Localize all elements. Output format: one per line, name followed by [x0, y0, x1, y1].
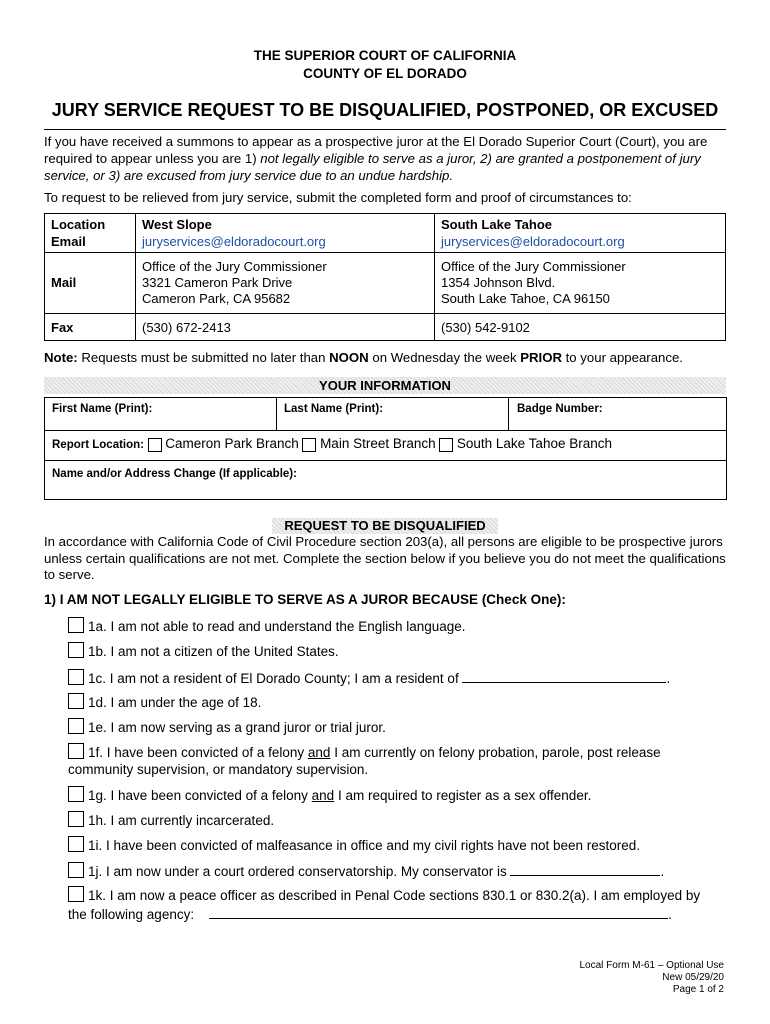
- checkbox-1e[interactable]: [68, 718, 84, 734]
- note-noon: NOON: [329, 350, 369, 365]
- badge-number-label: Badge Number:: [517, 403, 603, 415]
- form-number: Local Form M-61 – Optional Use: [579, 960, 724, 971]
- west-slope-heading: West Slope: [136, 214, 435, 233]
- main-street-checkbox[interactable]: [302, 438, 316, 452]
- intro-text: If you have received a summons to appear as a prospective juror at the El Dorado Superior Court (Court), you are required to appear unless you are 1): [44, 134, 708, 166]
- mail-label: Mail: [45, 253, 136, 314]
- south-lake-tahoe-checkbox[interactable]: [439, 438, 453, 452]
- cameron-park-checkbox[interactable]: [148, 438, 162, 452]
- item-1a-text: 1a. I am not able to read and understand the English language.: [88, 619, 466, 634]
- item-1f-text-2: I am currently on felony probation, parole, post release: [330, 745, 661, 760]
- badge-number-input[interactable]: [509, 415, 724, 429]
- report-location-options: [52, 436, 612, 452]
- item-1d-text: 1d. I am under the age of 18.: [88, 695, 262, 710]
- first-name-label: First Name (Print):: [52, 403, 153, 415]
- item-1f-text: 1f. I have been convicted of a felony: [88, 745, 308, 760]
- item-1k-period: .: [668, 907, 672, 922]
- item-1f: [68, 743, 661, 778]
- south-fax: (530) 542-9102: [435, 314, 726, 341]
- south-mail-line2: 1354 Johnson Blvd.: [441, 275, 556, 290]
- location-label: Location: [45, 214, 136, 233]
- item-1g-text-2: I am required to register as a sex offender.: [334, 788, 592, 803]
- item-1d: [68, 693, 261, 711]
- title-divider: [44, 129, 726, 130]
- first-name-input[interactable]: [45, 415, 275, 429]
- item-1c: [68, 668, 670, 687]
- checkbox-1c[interactable]: [68, 669, 84, 685]
- south-mail-line3: South Lake Tahoe, CA 96150: [441, 291, 610, 306]
- item-1c-period: .: [666, 671, 671, 686]
- item-1c-text: 1c. I am not a resident of El Dorado County; I am a resident of: [88, 671, 459, 686]
- item-1i-text: 1i. I have been convicted of malfeasance in office and my civil rights have not been restored.: [88, 838, 641, 853]
- checkbox-1i[interactable]: [68, 836, 84, 852]
- south-mail-address: [435, 253, 726, 314]
- item-1k-text-2: the following agency:: [68, 907, 195, 922]
- checkbox-1h[interactable]: [68, 811, 84, 827]
- last-name-label: Last Name (Print):: [284, 403, 384, 415]
- item-1e-text: 1e. I am now serving as a grand juror or trial juror.: [88, 720, 386, 735]
- item-1h-text: 1h. I am currently incarcerated.: [88, 813, 275, 828]
- your-information-heading: YOUR INFORMATION: [44, 377, 726, 394]
- disqualified-intro: In accordance with California Code of Civil Procedure section 203(a), all persons are eligible to be prospective jurors unless certain qualifications are not met. Complete the section below if you believe you do not meet the qualifications to serve.: [44, 534, 726, 582]
- note-text-2: on Wednesday the week: [368, 350, 521, 365]
- submit-instructions: To request to be relieved from jury service, submit the completed form and proof of circumstances to:: [44, 190, 632, 205]
- fax-label: Fax: [45, 314, 136, 341]
- item-1j: [68, 861, 664, 880]
- item-1g: [68, 786, 591, 804]
- form-title: JURY SERVICE REQUEST TO BE DISQUALIFIED, POSTPONED, OR EXCUSED: [51, 100, 719, 120]
- name-address-change-label: Name and/or Address Change (If applicable):: [52, 468, 297, 480]
- item-1k: [68, 886, 700, 923]
- item-1j-period: .: [660, 864, 665, 879]
- location-table: [44, 213, 726, 341]
- west-mail-line3: Cameron Park, CA 95682: [142, 291, 291, 306]
- checkbox-1d[interactable]: [68, 693, 84, 709]
- item-1f-text-3: community supervision, or mandatory supervision.: [68, 762, 369, 777]
- deadline-note: [44, 350, 683, 365]
- checkbox-1j[interactable]: [68, 862, 84, 878]
- south-lake-tahoe-heading: South Lake Tahoe: [435, 214, 726, 233]
- item-1a: [68, 617, 466, 635]
- county-of-residence-field[interactable]: [462, 668, 666, 683]
- item-1j-text: 1j. I am now under a court ordered conservatorship. My conservator is: [88, 864, 507, 879]
- item-1g-and: and: [311, 788, 335, 803]
- item-1b: [68, 642, 339, 660]
- intro-paragraph: [44, 133, 734, 184]
- main-street-option: Main Street Branch: [320, 436, 436, 451]
- section-1-title: 1) I AM NOT LEGALLY ELIGIBLE TO SERVE AS A JUROR BECAUSE (Check One):: [44, 592, 566, 607]
- south-mail-line1: Office of the Jury Commissioner: [441, 259, 626, 274]
- item-1i: [68, 836, 640, 854]
- item-1b-text: 1b. I am not a citizen of the United States.: [88, 644, 339, 659]
- item-1e: [68, 718, 386, 736]
- south-lake-tahoe-option: South Lake Tahoe Branch: [456, 436, 612, 451]
- page-number: Page 1 of 2: [672, 984, 724, 995]
- checkbox-1f[interactable]: [68, 743, 84, 759]
- west-mail-address: [136, 253, 435, 314]
- item-1g-text: 1g. I have been convicted of a felony: [88, 788, 312, 803]
- report-location-label: Report Location:: [52, 439, 144, 451]
- west-fax: (530) 672-2413: [136, 314, 435, 341]
- note-label: Note:: [44, 350, 78, 365]
- note-text-3: to your appearance.: [561, 350, 683, 365]
- checkbox-1k[interactable]: [68, 886, 84, 902]
- email-label: Email: [45, 232, 136, 253]
- west-mail-line2: 3321 Cameron Park Drive: [142, 275, 293, 290]
- county-name: COUNTY OF EL DORADO: [303, 66, 467, 81]
- cameron-park-option: Cameron Park Branch: [165, 436, 299, 451]
- form-footer: [579, 960, 724, 996]
- item-1f-and: and: [307, 745, 331, 760]
- name-address-change-input[interactable]: [45, 482, 723, 496]
- checkbox-1b[interactable]: [68, 642, 84, 658]
- note-text: Requests must be submitted no later than: [77, 350, 330, 365]
- employing-agency-field[interactable]: [209, 904, 668, 919]
- item-1k-text: 1k. I am now a peace officer as described in Penal Code sections 830.1 or 830.2(a). I am employed by: [88, 888, 701, 903]
- west-email-link[interactable]: juryservices@eldoradocourt.org: [142, 233, 326, 249]
- item-1h: [68, 811, 274, 829]
- last-name-input[interactable]: [277, 415, 507, 429]
- west-mail-line1: Office of the Jury Commissioner: [142, 259, 327, 274]
- note-prior: PRIOR: [520, 350, 562, 365]
- checkbox-1a[interactable]: [68, 617, 84, 633]
- request-disqualified-heading: REQUEST TO BE DISQUALIFIED: [272, 518, 498, 534]
- south-email-link[interactable]: juryservices@eldoradocourt.org: [441, 233, 625, 249]
- court-name: THE SUPERIOR COURT OF CALIFORNIA: [253, 48, 517, 63]
- form-date: New 05/29/20: [662, 972, 724, 983]
- intro-italic-text: not legally eligible to serve as a juror, 2) are granted a postponement of jury service, or 3) are excused from jury service due to an undue hardship.: [44, 151, 701, 183]
- conservator-name-field[interactable]: [510, 861, 660, 876]
- checkbox-1g[interactable]: [68, 786, 84, 802]
